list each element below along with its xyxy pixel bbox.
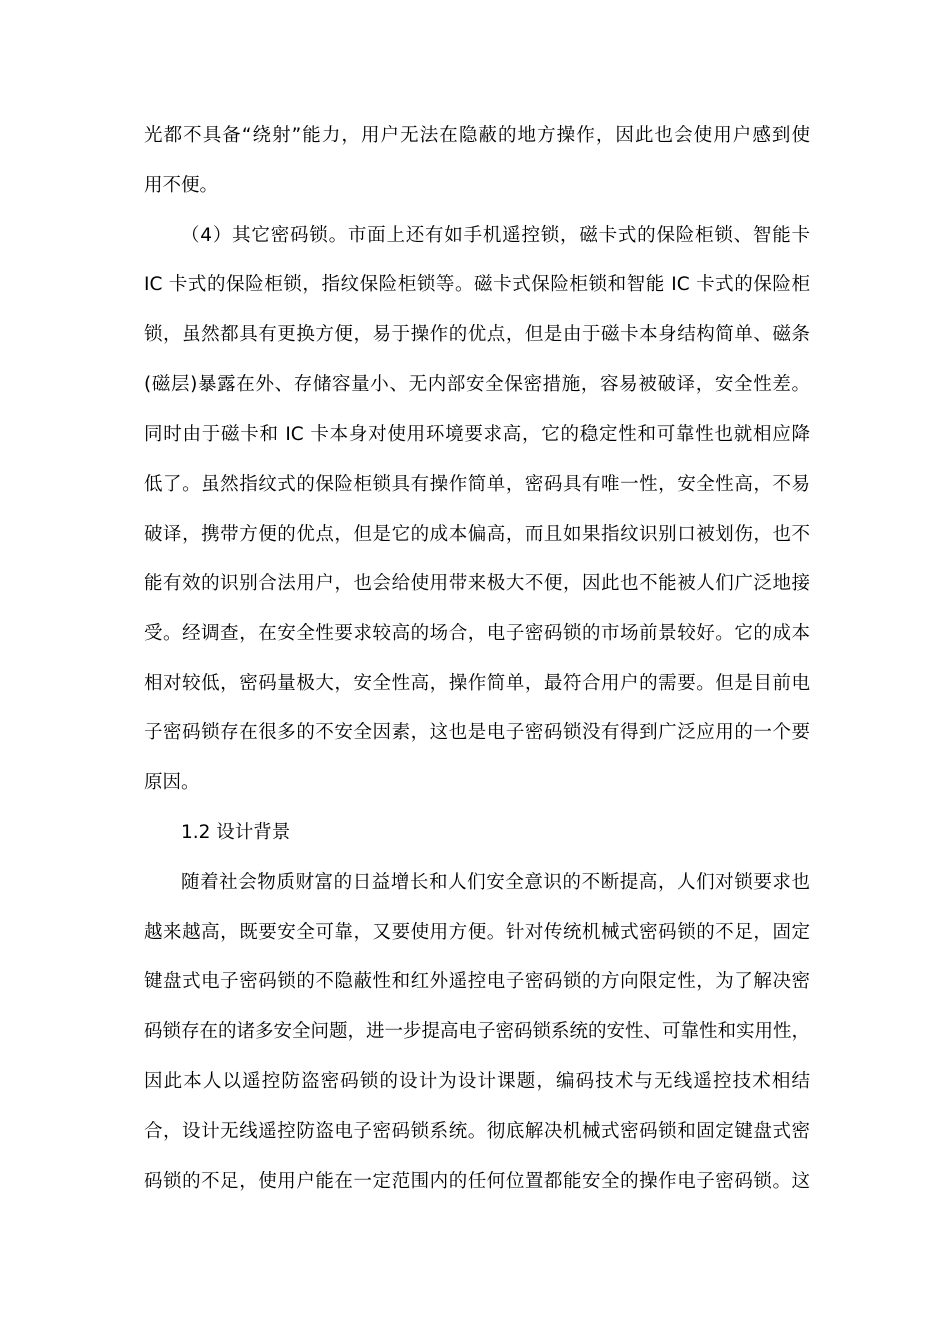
text-line: 用不便。	[144, 175, 219, 196]
text-line: 相对较低，密码量极大，安全性高，操作简单，最符合用户的需要。但是目前电	[144, 673, 810, 694]
text-line: 同时由于磁卡和 IC 卡本身对使用环境要求高，它的稳定性和可靠性也就相应降	[144, 424, 810, 445]
text-line: 越来越高，既要安全可靠，又要使用方便。针对传统机械式密码锁的不足，固定	[144, 922, 810, 943]
text-line: 子密码锁存在很多的不安全因素，这也是电子密码锁没有得到广泛应用的一个要	[144, 722, 810, 743]
text-line: 破译，携带方便的优点，但是它的成本偏高，而且如果指纹识别口被划伤，也不	[144, 524, 810, 545]
text-line: IC 卡式的保险柜锁，指纹保险柜锁等。磁卡式保险柜锁和智能 IC 卡式的保险柜	[144, 274, 810, 295]
text-line: 码锁存在的诸多安全问题，进一步提高电子密码锁系统的安性、可靠性和实用性，	[144, 1021, 810, 1042]
text-line: 码锁的不足，使用户能在一定范围内的任何位置都能安全的操作电子密码锁。这	[144, 1171, 810, 1192]
text-line: 原因。	[144, 772, 200, 793]
text-line: 因此本人以遥控防盗密码锁的设计为设计课题，编码技术与无线遥控技术相结	[144, 1071, 810, 1092]
text-line: 光都不具备“绕射”能力，用户无法在隐蔽的地方操作，因此也会使用户感到使	[144, 125, 810, 146]
text-line: （4）其它密码锁。市面上还有如手机遥控锁，磁卡式的保险柜锁、智能卡	[181, 225, 810, 246]
text-line: 键盘式电子密码锁的不隐蔽性和红外遥控电子密码锁的方向限定性，为了解决密	[144, 971, 810, 992]
text-line: 锁，虽然都具有更换方便，易于操作的优点，但是由于磁卡本身结构简单、磁条	[144, 324, 810, 345]
section-heading: 1.2 设计背景	[181, 822, 291, 843]
text-line: 低了。虽然指纹式的保险柜锁具有操作简单，密码具有唯一性，安全性高，不易	[144, 474, 810, 495]
text-line: 受。经调查，在安全性要求较高的场合，电子密码锁的市场前景较好。它的成本	[144, 623, 810, 644]
text-line: (磁层)暴露在外、存储容量小、无内部安全保密措施，容易被破译，安全性差。	[144, 374, 810, 395]
text-line: 能有效的识别合法用户，也会给使用带来极大不便，因此也不能被人们广泛地接	[144, 573, 810, 594]
text-line: 随着社会物质财富的日益增长和人们安全意识的不断提高，人们对锁要求也	[181, 872, 810, 893]
text-line: 合，设计无线遥控防盗电子密码锁系统。彻底解决机械式密码锁和固定键盘式密	[144, 1121, 810, 1142]
